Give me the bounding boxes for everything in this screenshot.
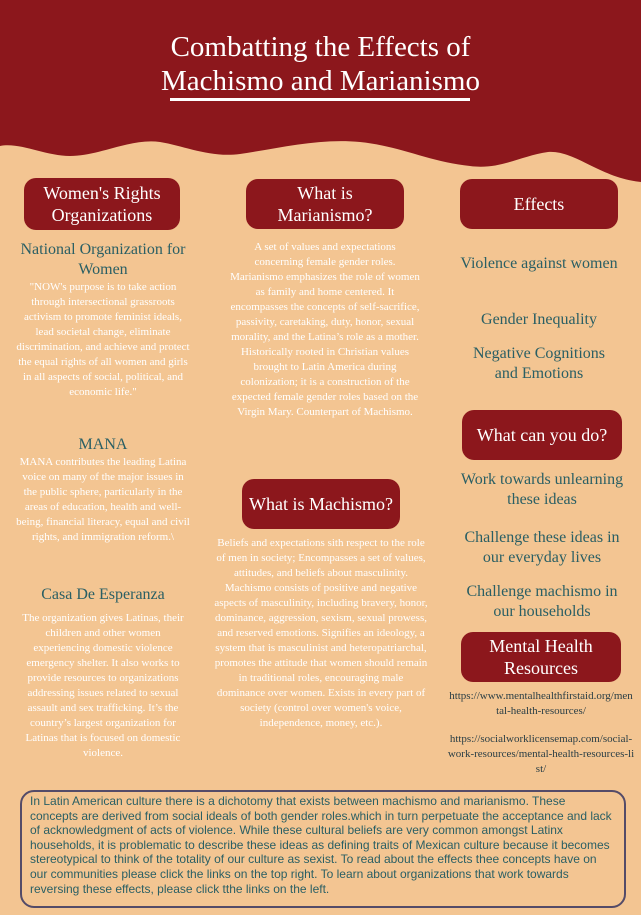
org-desc-casa: The organization gives Latinas, their children and other women experiencing domestic violence emergency shelter. It also works to provide resources to organizations addressing issues related to sexual assault and sex trafficking. It’s the country’s largest organization for Latinas that is focused on domestic violence. xyxy=(22,612,184,759)
womens-rights-heading: Women's Rights Organizations xyxy=(24,178,180,230)
page-title-line-2: Machismo and Marianismo xyxy=(161,65,480,97)
summary-box: In Latin American culture there is a dichotomy that exists between machismo and marianismo. These concepts are derived from social ideals of both gender roles.which in turn perpetuate the acceptance and lack of acknowledgment of acts of violence. While these cultural beliefs are very common amongst Latinx households, it is problematic to describe these ideas as defining traits of Mexican culture because it becomes stereotypical to think of the totality of our culture as sexist. To read about the effects thee concepts have on our communities please click the links on the top right. To learn about organizations that work towards reversing these effects, please click tthe links on the left. xyxy=(20,790,626,908)
marianismo-heading: What is Marianismo? xyxy=(246,179,404,229)
action-item-challenge-ideas: Challenge these ideas in our everyday lives xyxy=(464,529,620,566)
action-item-challenge-machismo: Challenge machismo in our households xyxy=(466,583,618,620)
effects-heading: Effects xyxy=(460,179,618,229)
resource-link-mhfa[interactable]: https://www.mentalhealthfirstaid.org/mental-health-resources/ xyxy=(449,690,633,717)
marianismo-text: A set of values and expectations concerning female gender roles. Marianismo emphasizes the role of women as family and home centered. It encompasses the concepts of self-sacrifice, passivity, caretaking, duty, honor, sexual morality, and the Latina’s role as a mother. Historically rooted in Christian values brought to Latin America during colonization; it is a construction of the expected female gender roles based on the Virgin Mary. Counterpart of Machismo. xyxy=(230,241,420,418)
org-name-casa[interactable]: Casa De Esperanza xyxy=(41,586,165,603)
org-desc-now: "NOW's purpose is to take action through intersectional grassroots activism to promote feminist ideals, lead societal change, eliminate discrimination, and achieve and protect the equal rights of all women and girls in all aspects of social, political, and economic life." xyxy=(16,281,190,398)
action-item-unlearning: Work towards unlearning these ideas xyxy=(460,471,624,508)
page-title-line-1: Combatting the Effects of xyxy=(170,31,471,63)
resources-heading: Mental Health Resources xyxy=(461,632,621,682)
effect-item-inequality: Gender Inequality xyxy=(481,311,597,328)
resource-link-socialwork[interactable]: https://socialworklicensemap.com/social-work-resources/mental-health-resources-list/ xyxy=(447,733,635,775)
org-name-mana[interactable]: MANA xyxy=(78,436,128,453)
title-underline xyxy=(170,98,470,101)
machismo-heading: What is Machismo? xyxy=(242,479,400,529)
effect-item-cognitions: Negative Cognitions and Emotions xyxy=(473,345,605,382)
action-heading: What can you do? xyxy=(462,410,622,460)
effect-item-violence: Violence against women xyxy=(460,255,618,272)
machismo-text: Beliefs and expectations sith respect to the role of men in society; Encompasses a set of values, attitudes, and beliefs about masculinity. Machismo consists of positive and negative aspects of masculinity, including bravery, honor, dominance, aggression, sexism, sexual prowess, and reserved emotions. Signifies an ideology, a system that is masculinist and heteropatriarchal, promotes the attitude that women should remain in traditional roles, encouraging male dominance over women. Exists in every part of society (control over women's voice, independence, money, etc.). xyxy=(214,537,428,729)
org-name-now[interactable]: National Organization for Women xyxy=(20,241,186,278)
org-desc-mana: MANA contributes the leading Latina voice on many of the major issues in the public sphere, particularly in the areas of education, health and well-being, financial literacy, equal and civil rights, and immigration reform.\ xyxy=(16,456,190,543)
